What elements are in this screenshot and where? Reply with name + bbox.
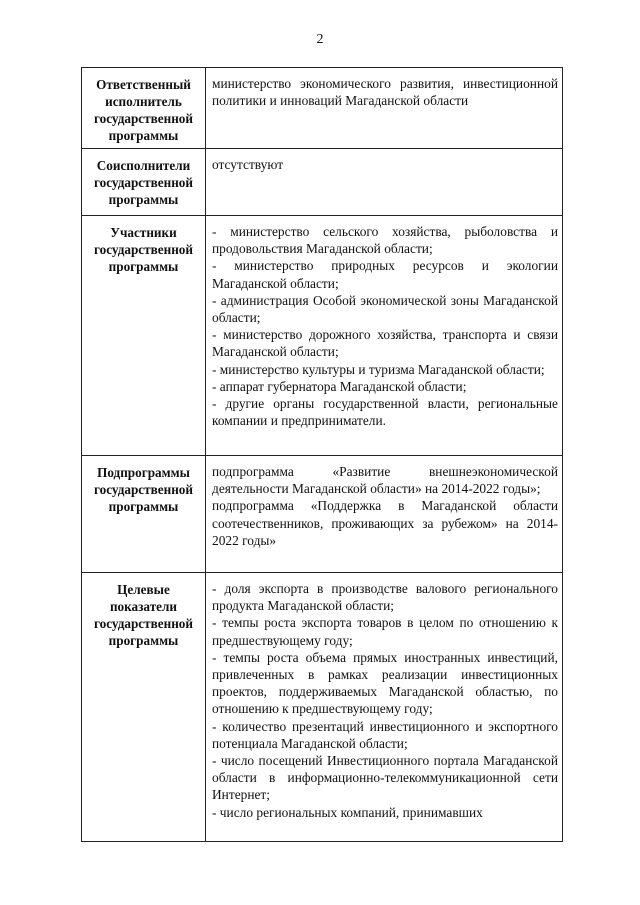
value-responsible-executor	[206, 68, 563, 149]
table-row-co-executors	[82, 149, 563, 216]
list-item: - количество презентаций инвестиционного и экспортного потенциала Магаданской области;	[212, 718, 558, 751]
list-item: - число региональных компаний, принимавших	[212, 804, 483, 820]
value-participants	[206, 216, 563, 456]
label-line: программы	[108, 128, 179, 143]
list-item: - аппарат губернатора Магаданской области;	[212, 378, 467, 394]
label-co-executors	[82, 149, 206, 216]
label-line: программы	[108, 259, 179, 274]
list-item: - другие органы государственной власти, региональные компании и предприниматели.	[212, 396, 558, 429]
label-line: показатели	[109, 599, 178, 614]
label-line: Ответственный	[96, 77, 191, 92]
list-item: - администрация Особой экономической зоны Магаданской области;	[212, 292, 558, 326]
label-participants	[82, 216, 206, 456]
value-target-indicators	[206, 573, 563, 842]
label-line: Подпрограммы	[97, 465, 190, 480]
list-item: - министерство сельского хозяйства, рыболовства и продовольствия Магаданской области;	[212, 224, 558, 257]
label-responsible-executor	[82, 68, 206, 149]
list-item: - число посещений Инвестиционного портала Магаданской области в информационно-телекоммуникационной сети Интернет;	[212, 753, 558, 803]
label-line: государственной	[94, 111, 193, 126]
page-number: 2	[316, 32, 324, 47]
label-line: Целевые	[117, 582, 170, 597]
value-text: министерство экономического развития, инвестиционной политики и инноваций Магаданской области	[212, 76, 558, 109]
label-line: программы	[108, 633, 179, 648]
table-row-target-indicators	[82, 573, 563, 842]
value-subprograms	[206, 456, 563, 573]
list-item: - министерство культуры и туризма Магаданской области;	[212, 361, 545, 377]
label-target-indicators	[82, 573, 206, 842]
value-co-executors	[206, 149, 563, 216]
list-item: - министерство природных ресурсов и экологии Магаданской области;	[212, 258, 558, 291]
list-item: - доля экспорта в производстве валового регионального продукта Магаданской области;	[212, 581, 558, 614]
list-item: - темпы роста экспорта товаров в целом по отношению к предшествующему году;	[212, 615, 558, 648]
table-row-subprograms	[82, 456, 563, 573]
list-item: подпрограмма «Развитие внешнеэкономической деятельности Магаданской области» на 2014-2022 годы»;	[212, 464, 558, 497]
value-text: отсутствуют	[212, 157, 284, 172]
table-row-responsible-executor	[82, 68, 563, 149]
list-item: - темпы роста объема прямых иностранных инвестиций, привлеченных в рамках реализации инвестиционных проектов, поддерживаемых Магаданской областью, по отношению к предшествующему году;	[212, 649, 558, 717]
label-line: Участники	[110, 225, 177, 240]
program-passport-table	[81, 67, 563, 842]
table-row-participants	[82, 216, 563, 456]
label-line: программы	[108, 499, 179, 514]
list-item: подпрограмма «Поддержка в Магаданской области соотечественников, проживающих за рубежом» на 2014-2022 годы»	[212, 498, 558, 548]
label-line: государственной	[94, 482, 193, 497]
label-line: государственной	[94, 616, 193, 631]
list-item: - министерство дорожного хозяйства, транспорта и связи Магаданской области;	[212, 327, 558, 360]
label-line: государственной	[94, 242, 193, 257]
label-line: исполнитель	[105, 94, 182, 109]
label-subprograms	[82, 456, 206, 573]
label-line: программы	[108, 192, 179, 207]
label-line: государственной	[94, 175, 193, 190]
label-line: Соисполнители	[96, 158, 191, 173]
